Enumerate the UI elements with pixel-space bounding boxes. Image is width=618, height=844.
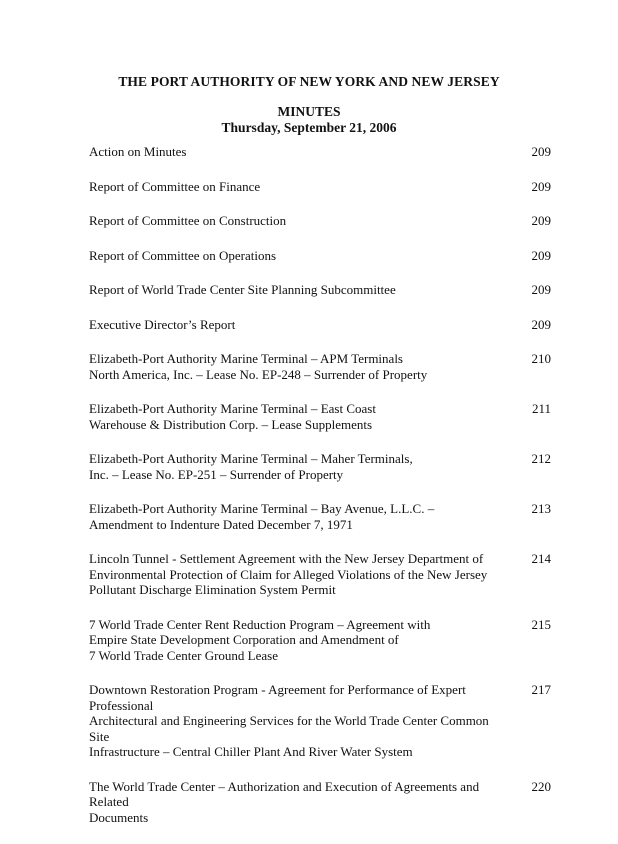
toc-entry-title: Elizabeth-Port Authority Marine Terminal – Bay Avenue, L.L.C. – Amendment to Indenture Dated December 7, 1971: [89, 501, 435, 532]
toc-entry-page: 209: [531, 247, 551, 263]
toc-entry: [89, 451, 551, 482]
toc-entry-title: Report of Committee on Construction: [89, 213, 287, 228]
toc-entry-title: Report of Committee on Finance: [89, 178, 261, 194]
toc-entry-title: Elizabeth-Port Authority Marine Terminal – Maher Terminals, Inc. – Lease No. EP-251 – Surrender of Property: [89, 451, 413, 482]
toc-entry: [89, 682, 551, 760]
toc-entry-page: 209: [531, 144, 551, 159]
toc-entry-page: 210: [531, 351, 551, 366]
toc-entry-page: 212: [531, 451, 551, 466]
toc-entry: [89, 248, 551, 264]
toc-entry-page: 214: [531, 551, 551, 566]
toc-entry-page: 213: [531, 501, 551, 516]
toc-entry-title: Elizabeth-Port Authority Marine Terminal – East Coast Warehouse & Distribution Corp. – Lease Supplements: [89, 401, 376, 432]
toc-entry: [89, 213, 551, 229]
toc-entry-page: 217: [531, 682, 551, 697]
toc-entry-title: Lincoln Tunnel - Settlement Agreement with the New Jersey Department of Environmental Protection of Claim for Alleged Violations of the New Jersey Pollutant Discharge Elimination System Permit: [89, 551, 488, 597]
toc-entry-page: 211: [531, 401, 551, 416]
meeting-date: Thursday, September 21, 2006: [221, 120, 397, 135]
toc-entry-page: 209: [531, 178, 551, 194]
toc-entry-title: Elizabeth-Port Authority Marine Terminal – APM Terminals North America, Inc. – Lease No. EP-248 – Surrender of Property: [89, 351, 428, 382]
toc-entry-title: Executive Director’s Report: [89, 316, 236, 332]
toc-entry: [89, 282, 551, 298]
document-title: MINUTES: [277, 104, 341, 119]
toc-entry: [89, 501, 551, 532]
toc-entry: [89, 401, 551, 432]
toc-entry: [89, 779, 551, 826]
toc-entry: [89, 351, 551, 382]
table-of-contents: [89, 144, 551, 844]
toc-entry: [89, 144, 551, 160]
toc-entry-page: 209: [531, 213, 551, 228]
toc-entry-page: 209: [531, 316, 551, 332]
toc-entry-title: Report of Committee on Operations: [89, 247, 277, 263]
toc-entry-title: Downtown Restoration Program - Agreement for Performance of Expert Professional Architectural and Engineering Services for the World Trade Center Common Site Infrastructure – Central Chiller Plant And River Water System: [89, 682, 489, 759]
toc-entry-page: 215: [531, 616, 551, 632]
toc-entry-title: 7 World Trade Center Rent Reduction Program – Agreement with Empire State Development Corporation and Amendment of 7 World Trade Center Ground Lease: [89, 616, 431, 663]
toc-entry: [89, 179, 551, 195]
toc-entry: [89, 551, 551, 598]
toc-entry-title: Report of World Trade Center Site Planning Subcommittee: [89, 282, 396, 297]
toc-entry-page: 209: [531, 282, 551, 297]
organization-title: THE PORT AUTHORITY OF NEW YORK AND NEW JERSEY: [118, 74, 500, 89]
toc-entry-page: 220: [531, 778, 551, 794]
toc-entry: [89, 617, 551, 664]
toc-entry-title: The World Trade Center – Authorization and Execution of Agreements and Related Documents: [89, 778, 480, 825]
toc-entry: [89, 317, 551, 333]
toc-entry-title: Action on Minutes: [89, 144, 187, 159]
